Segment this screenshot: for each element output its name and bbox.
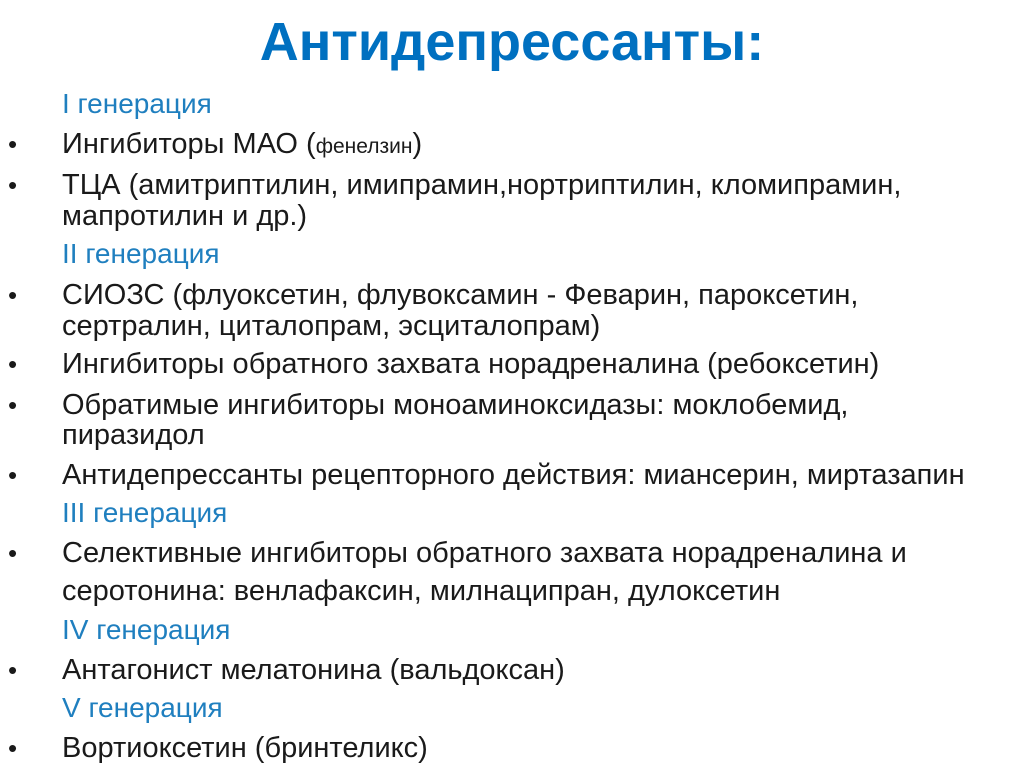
list-item-mao-inhibitors	[62, 128, 422, 163]
list-item-receptor-action: Антидепрессанты рецепторного действия: миансерин, миртазапин	[62, 459, 965, 491]
list-item-snri-line2: серотонина: венлафаксин, милнаципран, дулоксетин	[62, 575, 781, 607]
bullet-icon: •	[8, 280, 18, 310]
bullet-icon: •	[8, 390, 18, 420]
bullet-icon: •	[8, 170, 18, 200]
list-item-ssri-line2: сертралин, циталопрам, эсциталопрам)	[62, 310, 601, 342]
list-item-ssri-line1: СИОЗС (флуоксетин, флувоксамин - Феварин, пароксетин,	[62, 279, 859, 311]
list-item-vortioxetine: Вортиоксетин (бринтеликс)	[62, 732, 428, 764]
generation-1-heading: I генерация	[62, 88, 212, 119]
bullet-icon: •	[8, 733, 18, 763]
list-item-melatonin-antagonist: Антагонист мелатонина (вальдоксан)	[62, 654, 565, 686]
list-item-tca-line2: мапротилин и др.)	[62, 200, 308, 232]
list-item-tca-line1: ТЦА (амитриптилин, имипрамин,нортриптилин, кломипрамин,	[62, 169, 902, 201]
list-item-rima-line1: Обратимые ингибиторы моноаминоксидазы: моклобемид,	[62, 389, 849, 421]
bullet-icon: •	[8, 349, 18, 379]
item-text-close: )	[412, 128, 423, 160]
item-small-text: фенелзин	[315, 135, 413, 158]
item-text: Ингибиторы МАО (	[62, 128, 316, 160]
bullet-icon: •	[8, 129, 18, 159]
list-item-snri-line1: Селективные ингибиторы обратного захвата норадреналина и	[62, 537, 907, 569]
generation-2-heading: II генерация	[62, 238, 220, 269]
generation-5-heading: V генерация	[62, 692, 223, 723]
bullet-icon: •	[8, 460, 18, 490]
generation-3-heading: III генерация	[62, 497, 228, 528]
generation-4-heading: IV генерация	[62, 614, 231, 645]
slide-title: Антидепрессанты:	[259, 12, 765, 72]
bullet-icon: •	[8, 655, 18, 685]
list-item-rima-line2: пиразидол	[62, 419, 205, 451]
bullet-icon: •	[8, 538, 18, 568]
list-item-nri: Ингибиторы обратного захвата норадреналина (ребоксетин)	[62, 348, 880, 380]
